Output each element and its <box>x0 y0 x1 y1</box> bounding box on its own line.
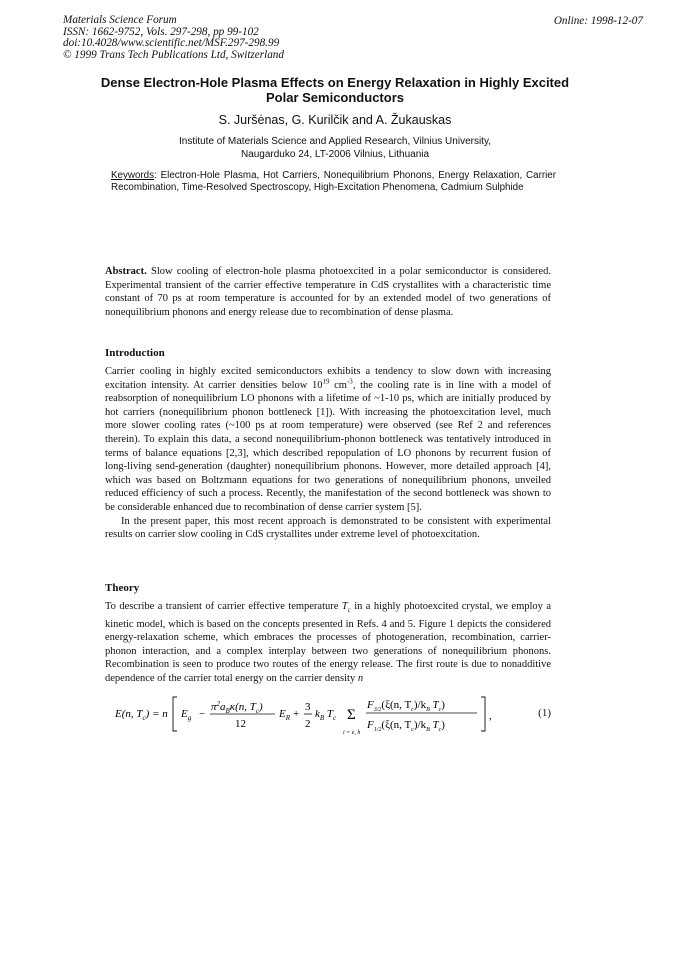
paper-title: Dense Electron-Hole Plasma Effects on Energy Relaxation in Highly Excited Polar Semiconductors <box>100 75 570 105</box>
svg-text:ER: $E_R$ <box>279 708 291 722</box>
equation-graphic <box>115 689 515 739</box>
svg-text:3: 3 <box>305 701 311 713</box>
journal-name: Materials Science Forum <box>63 14 177 26</box>
introduction-heading: Introduction <box>105 347 165 359</box>
theory-paragraph-1: To describe a transient of carrier effective temperature $T_c$ in a highly photoexcited crystal, we employ a kinetic model, which is based on the concepts presented in Refs. 4 and 5. Figure 1 depicts the considered energy-relaxation scheme, which embraces the processes of photogeneration, recombination, carrier-phonon interaction, and a complex interplay between two generations of nonequilibrium phonons. Recombination is seen to produce two routes of the energy release. The first route is due to nonadditive dependence of the carrier total energy on the carrier density n <box>105 601 551 685</box>
online-date: Online: 1998-12-07 <box>553 15 643 27</box>
theory-heading: Theory <box>105 582 140 594</box>
introduction-body <box>105 365 551 542</box>
svg-text:Σ: Σ <box>347 707 356 723</box>
theory-body <box>105 600 551 686</box>
introduction-paragraph-1: Carrier cooling in highly excited semiconductors exhibits a tendency to slow down with increasing excitation intensity. At carrier densities below $10^{19}$ $cm^{-3}$, the cooling rate is in line with a model of reabsorption of nonequilibrium LO phonons with a lifetime of ~1-10 ps, which are initially produced by hot carriers (nonequilibrium phonon bottleneck [1]). With increasing the photoexcitation level, much more slower cooling rates (~100 ps at room temperature) were observed (see Ref 2 and references therein). To explain this data, a second nonequilibrium-phonon bottleneck was tentatively introduced in terms of balance equations [2,3], which described repopulation of LO phonons by recurrent fusion of long-living send-generation (daughter) nonequilibrium phonons. However, more detailed approach [4], which was based on Boltzmann equations for two generations of nonequilibrium phonons, unveiled reduced efficiency of such a process. Recently, the manifestation of the second bottleneck was shown to be considerable enhanced due to recombination of dense carrier system [5]. <box>105 366 552 513</box>
author-list: S. Juršėnas, G. Kurilčik and A. Žukauskas <box>218 113 452 127</box>
svg-text:E(n, Tc) = n: E(n, $T_c) = n$ <box>115 708 168 722</box>
svg-text:,: , <box>489 710 492 722</box>
copyright-line: © 1999 Trans Tech Publications Ltd, Switzerland <box>63 48 284 61</box>
affiliation-line-1: Institute of Materials Science and Applied Research, Vilnius University, <box>178 136 491 147</box>
affiliation-line-2: Naugarduko 24, LT-2006 Vilnius, Lithuania <box>240 148 430 160</box>
svg-text:12: 12 <box>235 718 246 730</box>
abstract <box>105 265 551 319</box>
abstract-label: Abstract. <box>105 266 147 277</box>
introduction-paragraph-2: In the present paper, this most recent approach is demonstrated to be consistent with experimental results on carrier slow cooling in CdS crystallites under extreme level of photoexcitation. <box>105 515 551 541</box>
svg-text:π2aBκ(n, Tc): $\pi^2a_B\kappa(n$, $T_c$) <box>211 700 263 715</box>
equation-1 <box>105 689 551 739</box>
svg-text:2: 2 <box>305 718 311 730</box>
svg-text:−: − <box>199 708 206 720</box>
svg-text:+: + <box>293 708 300 720</box>
keywords <box>111 170 556 194</box>
svg-text:Eg: $E_g$ <box>181 708 192 722</box>
svg-text:kB Tc: $k_B$ $T_c$ <box>315 708 337 722</box>
abstract-text: Slow cooling of electron-hole plasma photoexcited in a polar semiconductor is considered. Experimental transient of the carrier effective temperature in CdS crystallites with a characteristic time constant of 70 ps at room temperature is accounted for by an extended model of two generations of nonequilibrium phonons and energy release due to recombination of dense plasma. <box>105 266 551 318</box>
equation-sum-index: i = e, h <box>343 730 361 736</box>
affiliation <box>100 136 570 161</box>
journal-header <box>63 15 284 61</box>
equation-lhs: E(n, T <box>115 708 143 720</box>
svg-text:F3/2(ξ(n, Tc)/kB Tc): $F_{3/2}(\xi(n$, $T_c)/k_B$ $T_c$) <box>367 699 445 713</box>
keywords-text: : Electron-Hole Plasma, Hot Carriers, Nonequilibrium Phonons, Energy Relaxation, Carrier Recombination, Time-Resolved Spectroscopy, High-Excitation Phenomena, Cadmium Sulphide <box>111 170 556 194</box>
svg-text:F1/2(ξ(n, Tc)/kB Tc): $F_{1/2}(\xi(n$, $T_c)/k_B$ $T_c$) <box>367 719 445 733</box>
issn-line: ISSN: 1662-9752, Vols. 297-298, pp 99-102 <box>63 25 259 38</box>
equation-number: (1) <box>538 707 551 719</box>
keywords-label: Keywords <box>111 170 155 181</box>
doi-link[interactable]: doi:10.4028/www.scientific.net/MSF.297-298.99 <box>63 37 280 50</box>
